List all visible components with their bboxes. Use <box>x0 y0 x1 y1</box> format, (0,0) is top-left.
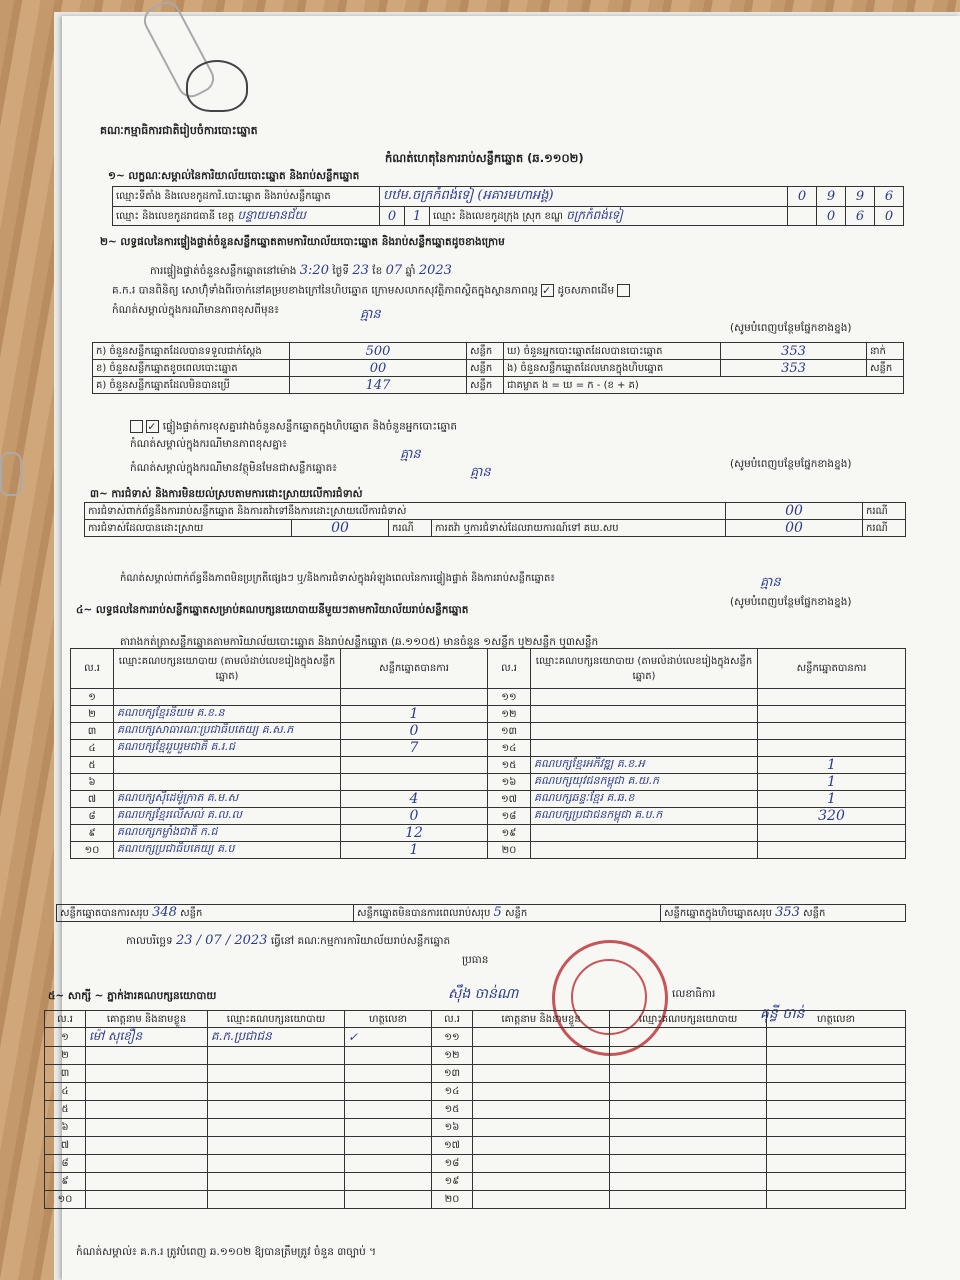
count-unit: សន្លឹក <box>867 360 904 377</box>
witness-signature <box>767 1028 906 1047</box>
digit: 0 <box>817 207 846 226</box>
row-number: ១១ <box>488 689 531 706</box>
witness-signature <box>345 1137 432 1155</box>
chair-name: ស៊ឹង ចាន់ណា <box>448 986 519 1002</box>
vote-count: 1 <box>341 842 488 859</box>
witness-signature <box>345 1065 432 1083</box>
party-name <box>531 842 758 859</box>
row-number: ៥ <box>71 757 114 774</box>
vote-count: 1 <box>758 791 906 808</box>
party-name: គណបក្សកម្លាំងជាតិ ក.ជ <box>114 825 341 842</box>
col-votes: សន្លឹកឆ្នោតបានការ <box>341 649 488 689</box>
party-name <box>531 689 758 706</box>
ballot-count-table <box>92 342 904 394</box>
row-number: ៧ <box>45 1137 86 1155</box>
row-number: ១៧ <box>432 1137 473 1155</box>
box-total: សន្លឹកឆ្នោតក្នុងហិបឆ្នោតសរុប 353 សន្លឹក <box>661 905 906 922</box>
witness-signature <box>345 1173 432 1191</box>
date-line: កាលបរិច្ឆេទ 23 / 07 / 2023 ធ្វើនៅ គណៈកម្មការការិយាល័យរាប់សន្លឹកឆ្នោត <box>126 933 451 948</box>
fill-hint: (សូមបំពេញបន្ថែមផ្នែកខាងខ្នង) <box>730 322 852 334</box>
witness-name <box>473 1065 610 1083</box>
row-number: ១ <box>71 689 114 706</box>
witness-party <box>610 1173 767 1191</box>
row-number: ២០ <box>488 842 531 859</box>
witness-signature <box>345 1047 432 1065</box>
secretary-label: លេខាធិការ <box>672 988 716 1000</box>
footnote: កំណត់សម្គាល់៖ គ.ក.រ ត្រូវបំពេញ ឆ.១១០២ ឱ្យបានត្រឹមត្រូវ ចំនួន ៣ច្បាប់ ។ <box>76 1246 377 1258</box>
section3-heading: ៣~ ការជំទាស់ និងការមិនយល់ស្របតាមការដោះស្រាយលើការជំទាស់ <box>90 488 363 500</box>
party-name <box>531 740 758 757</box>
party-name <box>531 706 758 723</box>
count-label: ឃ) ចំនួនអ្នកបោះឆ្នោតដែលបានបោះឆ្នោត <box>504 343 721 360</box>
row-number: ១២ <box>488 706 531 723</box>
witness-party <box>610 1047 767 1065</box>
location-value: បឋម.ចក្រកំពង់ទៀ (អគារមហាអង្គ) <box>380 187 788 207</box>
party-name <box>114 757 341 774</box>
row-number: ១៧ <box>488 791 531 808</box>
witness-name <box>86 1065 208 1083</box>
organization-name: គណៈកម្មាធិការជាតិរៀបចំការបោះឆ្នោត <box>100 124 258 137</box>
party-row <box>71 757 906 774</box>
section5-heading: ៥~ សាក្សី ~ ភ្នាក់ងារគណបក្សនយោបាយ <box>48 990 217 1002</box>
count-value: 147 <box>290 377 467 394</box>
witness-name <box>473 1028 610 1047</box>
row-number: ៦ <box>45 1119 86 1137</box>
row-number: ៣ <box>45 1065 86 1083</box>
witness-name <box>86 1047 208 1065</box>
witness-name <box>86 1191 208 1209</box>
vote-count: 0 <box>341 808 488 825</box>
col-party: ឈ្មោះគណបក្សនយោបាយ (តាមលំដាប់លេខរៀងក្នុងសន្លឹកឆ្នោត) <box>114 649 341 689</box>
party-name: គណបក្សខ្មែរលើសល់ គ.ល.ល <box>114 808 341 825</box>
witness-signature <box>345 1119 432 1137</box>
count-label: ង) ចំនួនសន្លឹកឆ្នោតដែលមានក្នុងហិបឆ្នោត <box>504 360 721 377</box>
witness-row <box>45 1191 906 1209</box>
objection-unit: ករណី <box>863 520 906 537</box>
party-row <box>71 689 906 706</box>
row-number: ៦ <box>71 774 114 791</box>
witness-row <box>45 1047 906 1065</box>
witness-party <box>610 1083 767 1101</box>
section4-heading: ៤~ លទ្ធផលនៃការរាប់សន្លឹកឆ្នោតសម្រាប់គណបក្សនយោបាយនីមួយៗតាមការិយាល័យរាប់សន្លឹកឆ្នោត <box>76 604 469 616</box>
witness-name <box>473 1173 610 1191</box>
col-party: ឈ្មោះគណបក្សនយោបាយ (តាមលំដាប់លេខរៀងក្នុងសន្លឹកឆ្នោត) <box>531 649 758 689</box>
witness-party <box>208 1173 345 1191</box>
row-number: ៥ <box>45 1101 86 1119</box>
witness-row <box>45 1137 906 1155</box>
party-row <box>71 808 906 825</box>
note2-value: គ្មាន <box>400 447 421 462</box>
note-value: គ្មាន <box>360 307 381 322</box>
witness-name: ម៉ៅ សុខឿន <box>86 1028 208 1047</box>
vote-count: 4 <box>341 791 488 808</box>
secretary-name: គុន្ធី ចាន់ <box>760 1006 805 1022</box>
invalid-total: សន្លឹកឆ្នោតមិនបានការពេលរាប់សរុប 5 សន្លឹក <box>354 905 661 922</box>
row-number: ១៤ <box>488 740 531 757</box>
count-unit: សន្លឹក <box>467 360 504 377</box>
section2-heading: ២~ លទ្ធផលនៃការផ្ទៀងផ្ទាត់ចំនួនសន្លឹកឆ្នោតតាមការិយាល័យបោះឆ្នោត និងរាប់សន្លឹកឆ្នោតដូចខាងក្រោម <box>100 236 505 248</box>
party-row <box>71 723 906 740</box>
form-title: កំណត់ហេតុនៃការរាប់សន្លឹកឆ្នោត (ឆ.១១០២) <box>385 151 584 165</box>
count-label: គ) ចំនួនសន្លឹកឆ្នោតដែលមិនបានប្រើ <box>93 377 290 394</box>
count-label: ក) ចំនួនសន្លឹកឆ្នោតដែលបានទទួលជាក់ស្តែង <box>93 343 290 360</box>
nec-emblem-icon <box>186 60 248 112</box>
vote-count <box>341 757 488 774</box>
vote-count <box>758 825 906 842</box>
row-number: ៨ <box>71 808 114 825</box>
objection-table <box>84 502 906 537</box>
time-sentence: ការផ្ទៀងផ្ទាត់ចំនួនសន្លឹកឆ្នោតនៅម៉ោង 3:20 ថ្ងៃទី 23 ខែ 07 ឆ្នាំ 2023 <box>150 263 452 278</box>
witness-party <box>610 1137 767 1155</box>
row-number: ១៦ <box>432 1119 473 1137</box>
witness-party: គ.ក.ប្រជាជន <box>208 1028 345 1047</box>
witness-signature <box>767 1101 906 1119</box>
vote-count <box>758 740 906 757</box>
witness-party <box>208 1191 345 1209</box>
party-name: គណបក្សសាធារណៈប្រជាធិបតេយ្យ គ.ស.ភ <box>114 723 341 740</box>
witness-signature <box>767 1047 906 1065</box>
vote-count <box>341 774 488 791</box>
note3-value: គ្មាន <box>470 465 491 480</box>
witness-party <box>610 1119 767 1137</box>
party-name: គណបក្សស៊ីដេម៉ូក្រាត គ.ម.ស <box>114 791 341 808</box>
vote-count: 12 <box>341 825 488 842</box>
row-number: ២ <box>71 706 114 723</box>
count-value: 500 <box>290 343 467 360</box>
objection-row-label: ការតវ៉ា ឬការជំទាស់ដែលរាយការណ៍ទៅ គឃ.សប <box>432 520 726 537</box>
witness-row <box>45 1119 906 1137</box>
witness-name <box>473 1155 610 1173</box>
row-number: ៩ <box>71 825 114 842</box>
witness-party <box>208 1155 345 1173</box>
party-name: គណបក្សឆន្ទៈខ្មែរ គ.ឆ.ខ <box>531 791 758 808</box>
col-name: គោត្តនាម និងនាមខ្លួន <box>86 1011 208 1028</box>
party-row <box>71 740 906 757</box>
row-number: ១ <box>45 1028 86 1047</box>
row-number: ១៩ <box>432 1173 473 1191</box>
objection-row-label: ការជំទាស់ពាក់ព័ន្ធនឹងការរាប់សន្លឹកឆ្នោត និងការតវ៉ាទៅនឹងការដោះស្រាយលើការជំទាស់ <box>85 503 726 520</box>
witness-party <box>610 1028 767 1047</box>
witness-party <box>208 1101 345 1119</box>
province-label: ឈ្មោះ និងលេខកូដរាជធានី ខេត្ត បន្ទាយមានជ័យ <box>113 207 380 226</box>
row-number: ១៥ <box>432 1101 473 1119</box>
vote-count: 0 <box>341 723 488 740</box>
witness-signature: ✓ <box>345 1028 432 1047</box>
row-number: ៩ <box>45 1173 86 1191</box>
row-number: ៣ <box>71 723 114 740</box>
valid-total: សន្លឹកឆ្នោតបានការសរុប 348 សន្លឹក <box>57 905 354 922</box>
witness-party <box>610 1155 767 1173</box>
chair-label: ប្រធាន <box>462 954 489 966</box>
row-number: ១៦ <box>488 774 531 791</box>
count-unit: សន្លឹក <box>467 377 504 394</box>
witness-row <box>45 1083 906 1101</box>
row-number: ១០ <box>45 1191 86 1209</box>
witness-row <box>45 1028 906 1047</box>
objection-value: 00 <box>292 520 389 537</box>
digit: 6 <box>846 207 875 226</box>
row-number: ៧ <box>71 791 114 808</box>
witness-signature <box>345 1083 432 1101</box>
digit: 6 <box>875 187 904 207</box>
witness-name <box>473 1047 610 1065</box>
row-number: ១៨ <box>488 808 531 825</box>
party-row <box>71 791 906 808</box>
col-no: ល.រ <box>71 649 114 689</box>
count-value: 353 <box>721 343 867 360</box>
witness-row <box>45 1155 906 1173</box>
col-sign: ហត្ថលេខា <box>345 1011 432 1028</box>
witness-party <box>610 1191 767 1209</box>
witness-signature <box>767 1155 906 1173</box>
vote-count: 7 <box>341 740 488 757</box>
checkbox <box>617 284 630 297</box>
section1-table <box>112 186 904 226</box>
witness-signature <box>767 1119 906 1137</box>
mismatch-line: ✓ ផ្ទៀងផ្ទាត់ការខុសគ្នារវាងចំនួនសន្លឹកឆ្នោតក្នុងហិបឆ្នោត និងចំនួនអ្នកបោះឆ្នោត <box>130 420 457 434</box>
witness-name <box>86 1083 208 1101</box>
witness-name <box>473 1191 610 1209</box>
witness-name <box>86 1137 208 1155</box>
witness-table <box>44 1010 906 1209</box>
note2-line: កំណត់សម្គាល់ក្នុងករណីមានភាពខុសគ្នា៖ <box>130 438 287 450</box>
col-party: ឈ្មោះគណបក្សនយោបាយ <box>208 1011 345 1028</box>
row-number: ១៥ <box>488 757 531 774</box>
row-number: ១៣ <box>488 723 531 740</box>
party-results-table <box>70 648 906 859</box>
digit: 9 <box>817 187 846 207</box>
party-name: គណបក្សប្រជាធិបតេយ្យ គ.ប <box>114 842 341 859</box>
witness-party <box>208 1065 345 1083</box>
totals-table <box>56 904 906 922</box>
witness-signature <box>767 1065 906 1083</box>
witness-name <box>473 1083 610 1101</box>
witness-name <box>473 1101 610 1119</box>
row-number: ១៣ <box>432 1065 473 1083</box>
party-row <box>71 842 906 859</box>
witness-name <box>473 1137 610 1155</box>
count-label: ខ) ចំនួនសន្លឹកឆ្នោតខូចពេលបោះឆ្នោត <box>93 360 290 377</box>
location-label: ឈ្មោះទីតាំង និងលេខកូដការិ.បោះឆ្នោត និងរាប់សន្លឹកឆ្នោត <box>113 187 380 207</box>
witness-name <box>86 1101 208 1119</box>
witness-signature <box>767 1083 906 1101</box>
party-name <box>114 774 341 791</box>
fill-hint: (សូមបំពេញបន្ថែមផ្នែកខាងខ្នង) <box>730 596 852 608</box>
note3-line: កំណត់សម្គាល់ក្នុងករណីមានវត្ថុមិនមែនជាសន្លឹកឆ្នោត៖ <box>130 462 337 474</box>
vote-count <box>341 689 488 706</box>
party-name: គណបក្សប្រជាជនកម្ពុជា គ.ប.ក <box>531 808 758 825</box>
col-no: ល.រ <box>45 1011 86 1028</box>
party-name: គណបក្សខ្មែរនិយម គ.ខ.ន <box>114 706 341 723</box>
witness-row <box>45 1065 906 1083</box>
count-value: 353 <box>721 360 867 377</box>
row-number: ១០ <box>71 842 114 859</box>
objection-unit: ករណី <box>389 520 432 537</box>
row-number: ១៨ <box>432 1155 473 1173</box>
count-value: 00 <box>290 360 467 377</box>
witness-party <box>610 1101 767 1119</box>
witness-name <box>86 1173 208 1191</box>
row-number: ១២ <box>432 1047 473 1065</box>
digit: 0 <box>788 187 817 207</box>
row-number: ១១ <box>432 1028 473 1047</box>
witness-party <box>208 1119 345 1137</box>
row-number: ២ <box>45 1047 86 1065</box>
party-row <box>71 706 906 723</box>
col-no: ល.រ <box>488 649 531 689</box>
paper-clip-icon <box>0 452 22 496</box>
party-name <box>531 723 758 740</box>
party-name <box>531 825 758 842</box>
party-name: គណបក្សខ្មែរអភិវឌ្ឍ គ.ខ.អ <box>531 757 758 774</box>
objection-note: កំណត់សម្គាល់ពាក់ព័ន្ធនឹងភាពមិនប្រក្រតីផ្សេងៗ ឬ/និងការជំទាស់ក្នុងអំឡុងពេលនៃការផ្ទៀងផ្ទាត់ និងការរាប់សន្លឹកឆ្នោត៖ <box>120 573 555 584</box>
tally-intro: តារាងកត់ត្រាសន្លឹកឆ្នោតតាមការិយាល័យបោះឆ្នោត និងរាប់សន្លឹកឆ្នោត (ឆ.១១០៥) មានចំនួន ១សន្លឹក ឬ២សន្លឹក ឬ៣សន្លឹក <box>120 636 599 648</box>
note-line: កំណត់សម្គាល់ក្នុងករណីមានភាពខុសពីមុន៖ <box>112 304 279 316</box>
witness-name <box>86 1119 208 1137</box>
witness-row <box>45 1101 906 1119</box>
witness-signature <box>345 1155 432 1173</box>
digit: 1 <box>405 207 430 226</box>
witness-name <box>86 1155 208 1173</box>
witness-signature <box>767 1191 906 1209</box>
vote-count: 1 <box>341 706 488 723</box>
section1-heading: ១~ លក្ខណៈសម្គាល់នៃការិយាល័យបោះឆ្នោត និងរាប់សន្លឹកឆ្នោត <box>108 170 360 182</box>
party-name <box>114 689 341 706</box>
witness-row <box>45 1173 906 1191</box>
row-number: ១៩ <box>488 825 531 842</box>
col-sign: ហត្ថលេខា <box>767 1011 906 1028</box>
witness-party <box>208 1137 345 1155</box>
witness-party <box>208 1047 345 1065</box>
objection-row-label: ការជំទាស់ដែលបានដោះស្រាយ <box>85 520 292 537</box>
checkbox: ✓ <box>541 284 554 297</box>
vote-count: 1 <box>758 757 906 774</box>
row-number: ៤ <box>45 1083 86 1101</box>
digit: 0 <box>875 207 904 226</box>
witness-name <box>473 1119 610 1137</box>
count-unit: សន្លឹក <box>467 343 504 360</box>
party-name: គណបក្សយុវជនកម្ពុជា គ.យ.ក <box>531 774 758 791</box>
party-row <box>71 825 906 842</box>
formula: ជាគម្លាត ង = ឃ = ក - (ខ + គ) <box>504 377 904 394</box>
objection-note-value: គ្មាន <box>760 575 781 590</box>
vote-count <box>758 842 906 859</box>
seal-sentence: គ.ក.រ បានពិនិត្យ សោហ៊ុំទាំងពីរចាក់នៅគម្របខាងក្រៅនៃហិបឆ្នោត ក្រោមសលាកសុវត្ថិភាពស្ថិតក្នុងស្ថានភាពល្អ ✓ ដូចសភាពដើម <box>112 284 630 298</box>
col-no: ល.រ <box>432 1011 473 1028</box>
col-party: ឈ្មោះគណបក្សនយោបាយ <box>610 1011 767 1028</box>
col-name: គោត្តនាម និងនាមខ្លួន <box>473 1011 610 1028</box>
witness-signature <box>345 1191 432 1209</box>
row-number: ៤ <box>71 740 114 757</box>
objection-value: 00 <box>726 503 863 520</box>
vote-count <box>758 706 906 723</box>
vote-count <box>758 723 906 740</box>
witness-signature <box>345 1101 432 1119</box>
witness-party <box>208 1083 345 1101</box>
fill-hint: (សូមបំពេញបន្ថែមផ្នែកខាងខ្នង) <box>730 458 852 470</box>
witness-party <box>610 1065 767 1083</box>
row-number: ២០ <box>432 1191 473 1209</box>
vote-count <box>758 689 906 706</box>
digit: 0 <box>380 207 405 226</box>
party-row <box>71 774 906 791</box>
col-votes: សន្លឹកឆ្នោតបានការ <box>758 649 906 689</box>
digit <box>788 207 817 226</box>
row-number: ៨ <box>45 1155 86 1173</box>
vote-count: 1 <box>758 774 906 791</box>
district-label: ឈ្មោះ និងលេខកូដក្រុង ស្រុក ខណ្ឌ ចក្រកំពង់ទៀ <box>430 207 788 226</box>
count-unit: នាក់ <box>867 343 904 360</box>
vote-count: 320 <box>758 808 906 825</box>
objection-unit: ករណី <box>863 503 906 520</box>
witness-signature <box>767 1137 906 1155</box>
row-number: ១៤ <box>432 1083 473 1101</box>
objection-value: 00 <box>726 520 863 537</box>
digit: 9 <box>846 187 875 207</box>
witness-signature <box>767 1173 906 1191</box>
party-name: គណបក្សខ្មែររួបរួមជាតិ គ.រ.ជ <box>114 740 341 757</box>
